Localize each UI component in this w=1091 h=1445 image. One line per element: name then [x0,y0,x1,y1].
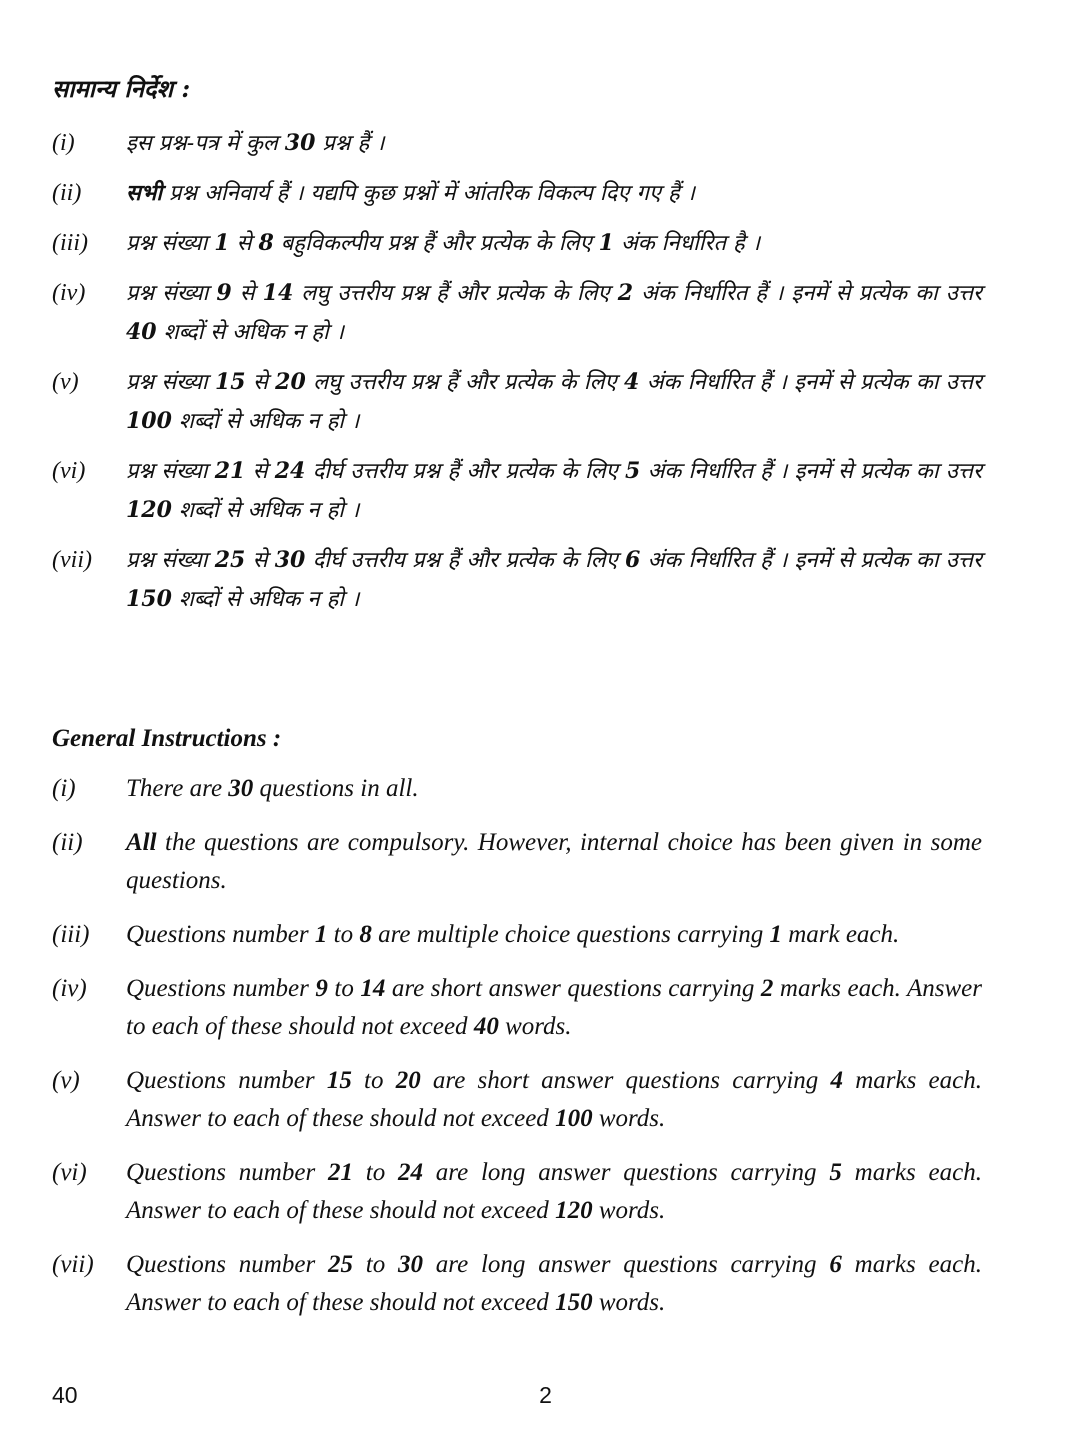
item-text: सभी प्रश्न अनिवार्य हैं । यद्यपि कुछ प्रश्नों में आंतरिक विकल्प दिए गए हैं । [126,180,696,206]
item-text: प्रश्न संख्या 21 से 24 दीर्घ उत्तरीय प्रश्न हैं और प्रत्येक के लिए 5 अंक निर्धारित हैं । इनमें से प्रत्येक का उत्तर 120 शब्दों से अधिक न हो । [126,458,983,523]
hindi-instruction-1 [52,124,982,163]
english-instruction-7 [52,1246,982,1322]
item-number: (vii) [52,547,92,573]
page-number: 2 [539,1382,552,1408]
english-instruction-list [52,770,982,1322]
item-text: Questions number 9 to 14 are short answer questions carrying 2 marks each. Answer to each of these should not exceed 40 words. [126,975,982,1040]
english-heading: General Instructions : [52,725,282,752]
english-instruction-5 [52,1062,982,1138]
hindi-instruction-6 [52,452,982,530]
item-number: (i) [52,775,76,802]
hindi-instruction-5 [52,363,982,441]
english-instruction-1 [52,770,982,808]
item-number: (vi) [52,458,86,484]
item-text: प्रश्न संख्या 15 से 20 लघु उत्तरीय प्रश्न हैं और प्रत्येक के लिए 4 अंक निर्धारित हैं । इनमें से प्रत्येक का उत्तर 100 शब्दों से अधिक न हो । [126,369,983,434]
item-text: इस प्रश्न-पत्र में कुल 30 प्रश्न हैं । [126,130,385,156]
item-number: (iii) [52,230,88,256]
item-number: (v) [52,369,79,395]
item-text: प्रश्न संख्या 9 से 14 लघु उत्तरीय प्रश्न हैं और प्रत्येक के लिए 2 अंक निर्धारित हैं । इनमें से प्रत्येक का उत्तर 40 शब्दों से अधिक न हो । [126,280,983,345]
item-text: There are 30 questions in all. [126,775,419,802]
english-instruction-3 [52,916,982,954]
item-number: (iv) [52,975,87,1002]
item-number: (i) [52,130,75,156]
item-number: (iii) [52,921,90,948]
hindi-heading: सामान्य निर्देश : [52,74,191,103]
english-instruction-2 [52,824,982,900]
item-text: Questions number 25 to 30 are long answer questions carrying 6 marks each. Answer to each of these should not exceed 150 words. [126,1251,982,1316]
hindi-instruction-list [52,124,982,619]
english-instructions [52,722,982,1338]
item-number: (vi) [52,1159,87,1186]
hindi-instruction-4 [52,274,982,352]
item-text: Questions number 1 to 8 are multiple choice questions carrying 1 mark each. [126,921,900,948]
item-text: Questions number 21 to 24 are long answer questions carrying 5 marks each. Answer to each of these should not exceed 120 words. [126,1159,982,1224]
hindi-instruction-3 [52,224,982,263]
item-text: प्रश्न संख्या 25 से 30 दीर्घ उत्तरीय प्रश्न हैं और प्रत्येक के लिए 6 अंक निर्धारित हैं । इनमें से प्रत्येक का उत्तर 150 शब्दों से अधिक न हो । [126,547,983,612]
hindi-instruction-7 [52,541,982,619]
paper-code: 40 [52,1382,78,1408]
english-instruction-6 [52,1154,982,1230]
hindi-instructions [52,72,982,630]
item-text: All the questions are compulsory. However, internal choice has been given in some questions. [126,829,982,894]
hindi-instruction-2 [52,174,982,213]
item-number: (ii) [52,829,83,856]
item-number: (iv) [52,280,86,306]
item-text: Questions number 15 to 20 are short answer questions carrying 4 marks each. Answer to each of these should not exceed 100 words. [126,1067,983,1132]
item-number: (ii) [52,180,82,206]
item-number: (v) [52,1067,80,1094]
item-text: प्रश्न संख्या 1 से 8 बहुविकल्पीय प्रश्न हैं और प्रत्येक के लिए 1 अंक निर्धारित है । [126,230,761,256]
english-instruction-4 [52,970,982,1046]
item-number: (vii) [52,1251,94,1278]
